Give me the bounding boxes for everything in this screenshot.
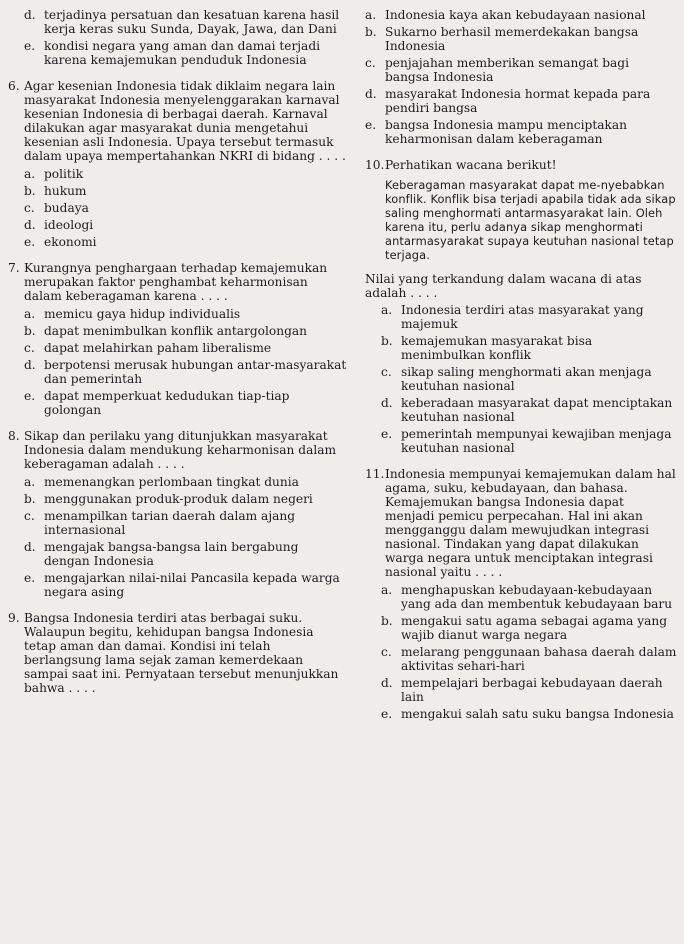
question-number: 6. xyxy=(8,79,20,93)
q7-option-e[interactable]: e. dapat memperkuat kedudukan tiap-tiap golongan xyxy=(24,389,290,417)
left-column xyxy=(8,8,348,699)
q9-continued-options xyxy=(365,8,677,146)
q10-option-a[interactable]: a. Indonesia terdiri atas masyarakat yang majemuk xyxy=(381,303,644,331)
passage: Keberagaman masyarakat dapat me-nyebabkan konflik. Konflik bisa terjadi apabila tidak ada sikap saling menghormati antarmasyarakat lain. Oleh karena itu, perlu adanya sikap menghormati antarmasyarakat supaya keutuhan nasional tetap terjaga. xyxy=(385,178,676,262)
q11-option-e[interactable]: e. mengakui salah satu suku bangsa Indonesia xyxy=(381,707,674,721)
q8-option-e[interactable]: e. mengajarkan nilai-nilai Pancasila kepada warga negara asing xyxy=(24,571,340,599)
q7-option-a[interactable]: a. memicu gaya hidup individualis xyxy=(24,307,241,321)
question-7 xyxy=(8,261,348,417)
q11-option-c[interactable]: c. melarang penggunaan bahasa daerah dalam aktivitas sehari-hari xyxy=(381,645,677,673)
question-10 xyxy=(365,158,677,455)
question-9 xyxy=(8,611,348,695)
q11-option-a[interactable]: a. menghapuskan kebudayaan-kebudayaan yang ada dan membentuk kebudayaan baru xyxy=(381,583,673,611)
question-stem: Sikap dan perilaku yang ditunjukkan masyarakat Indonesia dalam mendukung keharmonisan dalam keberagaman adalah . . . . xyxy=(24,429,337,471)
q9-option-b[interactable]: b. Sukarno berhasil memerdekakan bangsa Indonesia xyxy=(365,25,639,53)
q6-option-b[interactable]: b. hukum xyxy=(24,184,87,198)
q10-option-b[interactable]: b. kemajemukan masyarakat bisa menimbulkan konflik xyxy=(381,334,593,362)
q9-option-a[interactable]: a. Indonesia kaya akan kebudayaan nasional xyxy=(365,8,646,22)
q10-option-e[interactable]: e. pemerintah mempunyai kewajiban menjaga keutuhan nasional xyxy=(381,427,672,455)
q10-option-c[interactable]: c. sikap saling menghormati akan menjaga keutuhan nasional xyxy=(381,365,652,393)
question-stem: Agar kesenian Indonesia tidak diklaim negara lain masyarakat Indonesia menyelenggarakan karnaval kesenian Indonesia di berbagai daerah. Karnaval dilakukan agar masyarakat dunia mengetahui kesenian asli Indonesia. Upaya tersebut termasuk dalam upaya mempertahankan NKRI di bidang . . . . xyxy=(24,79,346,163)
question-lead: Nilai yang terkandung dalam wacana di atas adalah . . . . xyxy=(365,272,642,300)
q6-option-c[interactable]: c. budaya xyxy=(24,201,89,215)
q5-option-e[interactable]: e. kondisi negara yang aman dan damai terjadi karena kemajemukan penduduk Indonesia xyxy=(24,39,321,67)
question-stem: Indonesia mempunyai kemajemukan dalam hal agama, suku, kebudayaan, dan bahasa. Kemajemukan bangsa Indonesia dapat menjadi pemicu perpecahan. Hal ini akan mengganggu dalam mewujudkan integrasi nasional. Tindakan yang dapat dilakukan warga negara untuk menciptakan integrasi nasional yaitu . . . . xyxy=(385,467,676,579)
question-stem: Kurangnya penghargaan terhadap kemajemukan merupakan faktor penghambat keharmonisan dalam keberagaman karena . . . . xyxy=(24,261,328,303)
q7-option-c[interactable]: c. dapat melahirkan paham liberalisme xyxy=(24,341,272,355)
q6-option-d[interactable]: d. ideologi xyxy=(24,218,94,232)
question-number: 11. xyxy=(365,467,385,481)
q8-option-d[interactable]: d. mengajak bangsa-bangsa lain bergabung dengan Indonesia xyxy=(24,540,299,568)
question-number: 8. xyxy=(8,429,20,443)
q8-option-c[interactable]: c. menampilkan tarian daerah dalam ajang internasional xyxy=(24,509,296,537)
q6-option-e[interactable]: e. ekonomi xyxy=(24,235,97,249)
q6-option-a[interactable]: a. politik xyxy=(24,167,84,181)
question-stem: Bangsa Indonesia terdiri atas berbagai suku. Walaupun begitu, kehidupan bangsa Indonesia tetap aman dan damai. Kondisi ini telah berlangsung lama sejak zaman kemerdekaan sampai saat ini. Pernyataan tersebut menunjukkan bahwa . . . . xyxy=(24,611,339,695)
q7-option-b[interactable]: b. dapat menimbulkan konflik antargolongan xyxy=(24,324,308,338)
question-stem: Perhatikan wacana berikut! xyxy=(385,158,557,172)
question-8 xyxy=(8,429,348,599)
q11-option-b[interactable]: b. mengakui satu agama sebagai agama yang wajib dianut warga negara xyxy=(381,614,668,642)
q7-option-d[interactable]: d. berpotensi merusak hubungan antar-masyarakat dan pemerintah xyxy=(24,358,347,386)
question-11 xyxy=(365,467,677,721)
q9-option-e[interactable]: e. bangsa Indonesia mampu menciptakan keharmonisan dalam keberagaman xyxy=(365,118,627,146)
question-number: 10. xyxy=(365,158,385,172)
question-number: 9. xyxy=(8,611,20,625)
q10-option-d[interactable]: d. keberadaan masyarakat dapat menciptakan keutuhan nasional xyxy=(381,396,673,424)
q9-option-d[interactable]: d. masyarakat Indonesia hormat kepada para pendiri bangsa xyxy=(365,87,651,115)
q8-option-b[interactable]: b. menggunakan produk-produk dalam negeri xyxy=(24,492,313,506)
q11-option-d[interactable]: d. mempelajari berbagai kebudayaan daerah lain xyxy=(381,676,663,704)
q5-option-d[interactable]: d. terjadinya persatuan dan kesatuan karena hasil kerja keras suku Sunda, Dayak, Jawa, dan Dani xyxy=(24,8,340,36)
q9-option-c[interactable]: c. penjajahan memberikan semangat bagi bangsa Indonesia xyxy=(365,56,629,84)
q8-option-a[interactable]: a. memenangkan perlombaan tingkat dunia xyxy=(24,475,299,489)
right-column xyxy=(365,8,677,724)
q5-continued-options xyxy=(8,8,348,67)
question-number: 7. xyxy=(8,261,20,275)
question-6 xyxy=(8,79,348,249)
